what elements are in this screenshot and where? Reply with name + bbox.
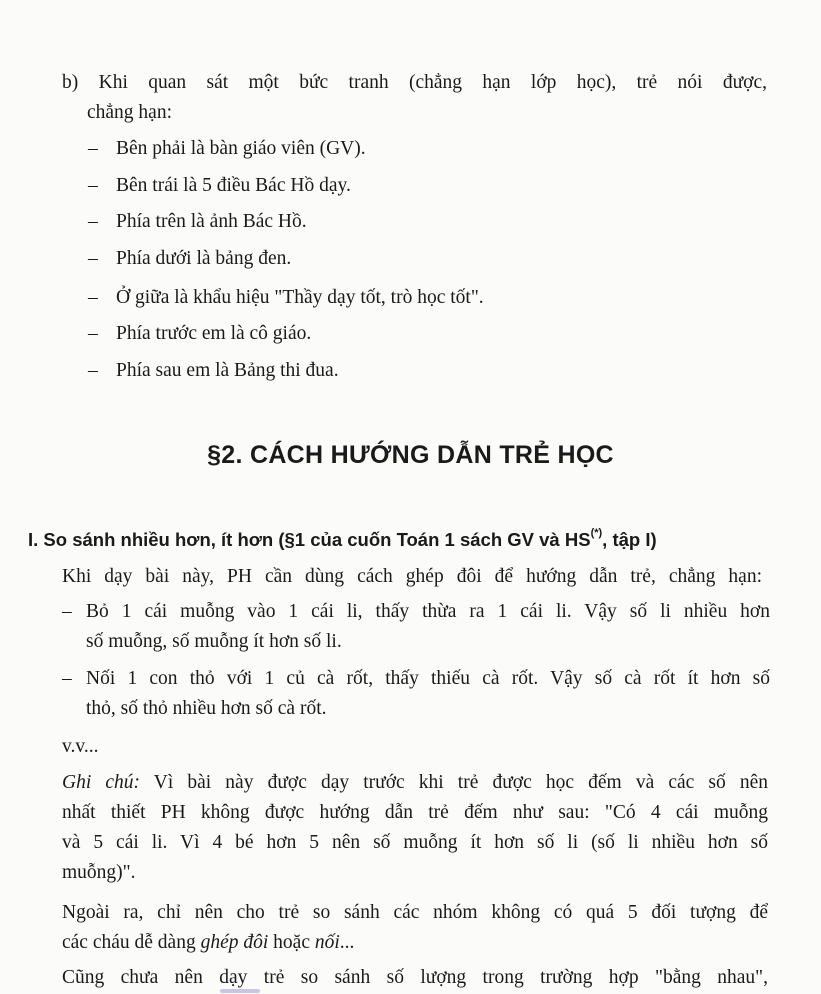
ink-smudge <box>220 989 260 993</box>
last-line: Cũng chưa nên dạy trẻ so sánh số lượng trong trường hợp "bằng nhau", <box>62 967 768 988</box>
list-dash: – <box>62 601 72 622</box>
list-dash: – <box>88 175 98 196</box>
subheading-main: I. So sánh nhiều hơn, ít hơn (§1 của cuốn Toán 1 sách GV và HS <box>28 529 591 551</box>
list-dash: – <box>88 211 98 232</box>
list-item: Ở giữa là khẩu hiệu "Thầy dạy tốt, trò học tốt". <box>116 287 484 308</box>
subheading <box>28 522 657 554</box>
emphasis-ghep-doi: ghép đôi <box>200 932 269 953</box>
list-dash: – <box>88 248 98 269</box>
example-2-line2: thỏ, số thỏ nhiều hơn số cà rốt. <box>86 698 327 719</box>
note-line2: nhất thiết PH không được hướng dẫn trẻ đếm như sau: "Có 4 cái muỗng <box>62 802 768 823</box>
note-line3: và 5 cái li. Vì 4 bé hơn 5 nên số muỗng ít hơn số li (số li nhiều hơn số <box>62 832 768 853</box>
section-heading: §2. CÁCH HƯỚNG DẪN TRẺ HỌC <box>207 441 614 469</box>
list-dash: – <box>88 287 98 308</box>
list-item: Bên phải là bàn giáo viên (GV). <box>116 138 366 159</box>
example-1-line2: số muỗng, số muỗng ít hơn số li. <box>86 631 342 652</box>
subheading-tail: , tập I) <box>602 529 657 551</box>
example-1-line1: Bỏ 1 cái muỗng vào 1 cái li, thấy thừa ra 1 cái li. Vậy số li nhiều hơn <box>86 601 770 622</box>
list-item: Bên trái là 5 điều Bác Hồ dạy. <box>116 175 351 196</box>
list-item: Phía trên là ảnh Bác Hồ. <box>116 211 307 232</box>
note-line1 <box>62 768 768 798</box>
example-2-line1: Nối 1 con thỏ với 1 củ cà rốt, thấy thiếu cà rốt. Vậy số cà rốt ít hơn số <box>86 668 770 689</box>
note-line4: muỗng)". <box>62 862 136 883</box>
list-dash: – <box>62 668 72 689</box>
list-dash: – <box>88 323 98 344</box>
section-b-intro-line2: chẳng hạn: <box>87 102 173 123</box>
list-item: Phía dưới là bảng đen. <box>116 248 292 269</box>
emphasis-noi: nối <box>314 932 340 953</box>
etc-text: v.v... <box>62 736 99 757</box>
extra-text: hoặc <box>268 932 315 953</box>
list-item: Phía trước em là cô giáo. <box>116 323 312 344</box>
list-dash: – <box>88 360 98 381</box>
section-b-intro-line1: b) Khi quan sát một bức tranh (chẳng hạn lớp học), trẻ nói được, <box>62 72 767 93</box>
list-item: Phía sau em là Bảng thi đua. <box>116 360 339 381</box>
extra-text: các cháu dễ dàng <box>62 932 201 953</box>
note-text: Vì bài này được dạy trước khi trẻ được học đếm và các số nên <box>140 772 769 793</box>
footnote-mark: (*) <box>590 527 603 539</box>
extra-text: ... <box>339 932 355 953</box>
intro-paragraph: Khi dạy bài này, PH cần dùng cách ghép đôi để hướng dẫn trẻ, chẳng hạn: <box>62 566 762 587</box>
extra-line2 <box>62 928 354 958</box>
note-label: Ghi chú: <box>62 772 141 793</box>
list-dash: – <box>88 138 98 159</box>
extra-line1: Ngoài ra, chỉ nên cho trẻ so sánh các nhóm không có quá 5 đối tượng để <box>62 902 768 923</box>
